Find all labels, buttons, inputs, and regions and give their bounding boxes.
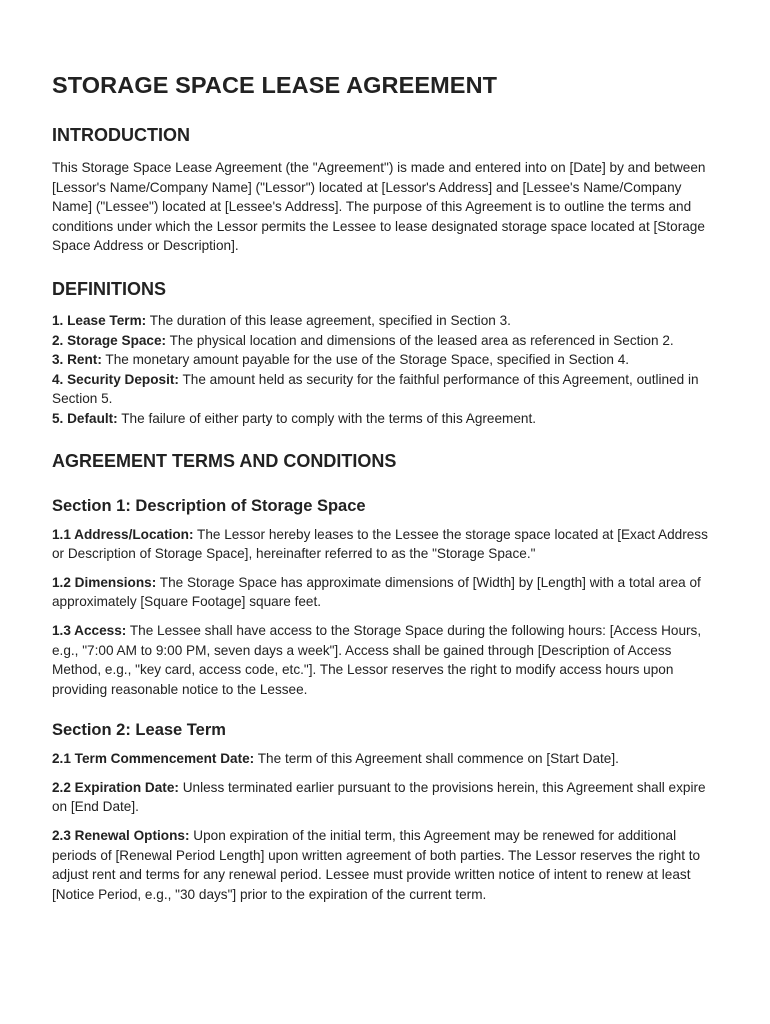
clause-term: 2.1 Term Commencement Date: [52,751,255,767]
document-page [52,70,720,904]
clause-text: Upon expiration of the initial term, this Agreement may be renewed for additional periods of [Renewal Period Length] upon written agreement of both parties. The Lessor reserves the right to adjust rent and terms for any renewal period. Lessee must provide written notice of intent to renew at least [Notice Period, e.g., "30 days"] prior to the expiration of the current term. [52,828,701,902]
clause-1-3 [52,621,720,699]
clause-text: The Lessee shall have access to the Storage Space during the following hours: [Access Hours, e.g., "7:00 AM to 9:00 PM, seven days a week"]. Access shall be gained through [Description of Access Method, e.g., "key card, access code, etc."]. The Lessor reserves the right to modify access hours upon providing reasonable notice to the Lessee. [52,622,702,697]
clause-text: The Storage Space has approximate dimensions of [Width] by [Length] with a total area of approximately [Square Footage] square feet. [52,574,701,610]
definitions-list [52,311,720,429]
introduction-text: This Storage Space Lease Agreement (the "Agreement") is made and entered into on [Date] by and between [Lessor's Name/Company Name] ("Lessor") located at [Lessor's Address] and [Lessee's Name/Company Name] ("Lessee") located at [Lessee's Address]. The purpose of this Agreement is to outline the terms and conditions under which the Lessor permits the Lessee to lease designated storage space located at [Storage Space Address or Description]. [52,160,706,254]
clause-text: The Lessor hereby leases to the Lessee the storage space located at [Exact Address or Description of Storage Space], hereinafter referred to as the "Storage Space." [52,526,708,562]
definition-item [52,311,720,331]
definition-text: The failure of either party to comply with the terms of this Agreement. [117,410,537,426]
clause-2-2 [52,778,720,817]
definition-text: The physical location and dimensions of the leased area as referenced in Section 2. [166,332,674,348]
definition-item [52,409,720,429]
section-1-heading: Section 1: Description of Storage Space [52,496,366,515]
clause-1-2 [52,573,720,612]
document-title: STORAGE SPACE LEASE AGREEMENT [52,72,498,98]
introduction-heading: INTRODUCTION [52,125,190,145]
clause-2-3 [52,826,720,904]
definition-item [52,331,720,351]
clause-term: 2.3 Renewal Options: [52,828,190,844]
clause-1-1 [52,525,720,564]
definition-term: 4. Security Deposit: [52,371,179,387]
definition-item [52,350,720,370]
definitions-heading: DEFINITIONS [52,278,167,299]
clause-term: 1.2 Dimensions: [52,574,157,590]
clause-term: 2.2 Expiration Date: [52,779,179,795]
terms-heading: AGREEMENT TERMS AND CONDITIONS [52,450,397,471]
clause-text: Unless terminated earlier pursuant to the provisions herein, this Agreement shall expire on [End Date]. [52,779,706,815]
definition-term: 2. Storage Space: [52,332,167,348]
clause-term: 1.3 Access: [52,622,127,638]
definition-text: The monetary amount payable for the use of the Storage Space, specified in Section 4. [101,352,630,368]
definition-item [52,370,720,409]
section-2-heading: Section 2: Lease Term [52,721,226,740]
definition-term: 5. Default: [52,410,118,426]
clause-2-1 [52,749,720,769]
definition-term: 3. Rent: [52,352,102,368]
definition-text: The duration of this lease agreement, specified in Section 3. [146,312,511,328]
definition-term: 1. Lease Term: [52,312,147,328]
clause-text: The term of this Agreement shall commence on [Start Date]. [254,751,619,767]
clause-term: 1.1 Address/Location: [52,526,194,542]
definition-text: The amount held as security for the faithful performance of this Agreement, outlined in Section 5. [52,371,699,407]
